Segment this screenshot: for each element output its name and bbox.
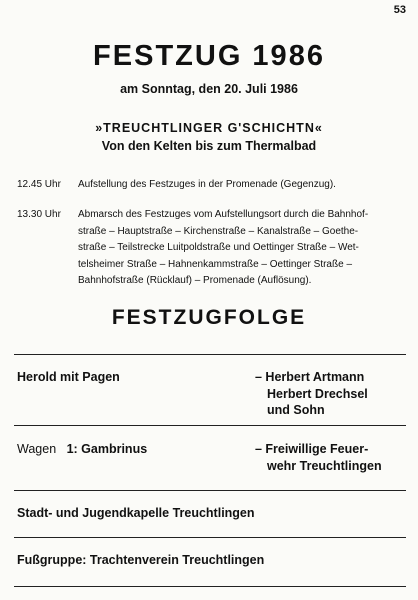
schedule-time: 13.30 Uhr — [17, 209, 61, 220]
entry-label-text: Fußgruppe: Trachtenverein Treuchtlingen — [17, 553, 265, 567]
schedule-description — [78, 207, 402, 290]
schedule-line: Abmarsch des Festzuges vom Aufstellungsort durch die Bahnhof- — [78, 209, 369, 220]
schedule-line: Aufstellung des Festzuges in der Promenade (Gegenzug). — [78, 179, 336, 190]
theme-subtitle: Von den Kelten bis zum Thermalbad — [101, 139, 317, 153]
entry-label-text: Herold mit Pagen — [17, 370, 120, 384]
divider — [14, 354, 406, 355]
entry-label — [17, 369, 120, 386]
participant-line: – Herbert Artmann — [255, 370, 365, 384]
schedule-time: 12.45 Uhr — [17, 179, 61, 190]
participant-line: Herbert Drechsel — [267, 386, 368, 401]
divider — [14, 537, 406, 538]
page-number: 53 — [393, 4, 406, 16]
schedule-item — [17, 177, 402, 194]
participant-line: wehr Treuchtlingen — [267, 458, 382, 473]
page-title: FESTZUG 1986 — [93, 40, 325, 72]
section-title: FESTZUGFOLGE — [111, 306, 307, 329]
participant-line: und Sohn — [267, 403, 325, 417]
schedule-description — [78, 177, 402, 194]
schedule-line: straße – Hauptstraße – Kirchenstraße – Kanalstraße – Goethe- — [78, 225, 359, 237]
event-date: am Sonntag, den 20. Juli 1986 — [120, 82, 298, 96]
schedule-line: telsheimer Straße – Hahnenkammstraße – Oettinger Straße – — [78, 258, 353, 270]
schedule-line: Bahnhofstraße (Rücklauf) – Promenade (Auflösung). — [78, 275, 312, 286]
divider — [14, 425, 406, 426]
entry-label — [17, 441, 147, 458]
participant-line: – Freiwillige Feuer- — [255, 442, 369, 456]
entry-participants — [255, 369, 368, 419]
theme-name: »TREUCHTLINGER G'SCHICHTN« — [95, 121, 323, 135]
entry-label — [17, 505, 255, 522]
divider — [14, 586, 406, 587]
entry-participants — [255, 441, 382, 474]
schedule-item — [17, 207, 402, 290]
divider — [14, 490, 406, 491]
entry-label — [17, 552, 264, 569]
entry-label-text: Stadt- und Jugendkapelle Treuchtlingen — [17, 506, 255, 520]
schedule-line: straße – Teilstrecke Luitpoldstraße und Oettinger Straße – Wet- — [78, 242, 359, 253]
entry-label-text: 1: Gambrinus — [66, 442, 148, 456]
entry-prefix: Wagen — [17, 442, 57, 456]
